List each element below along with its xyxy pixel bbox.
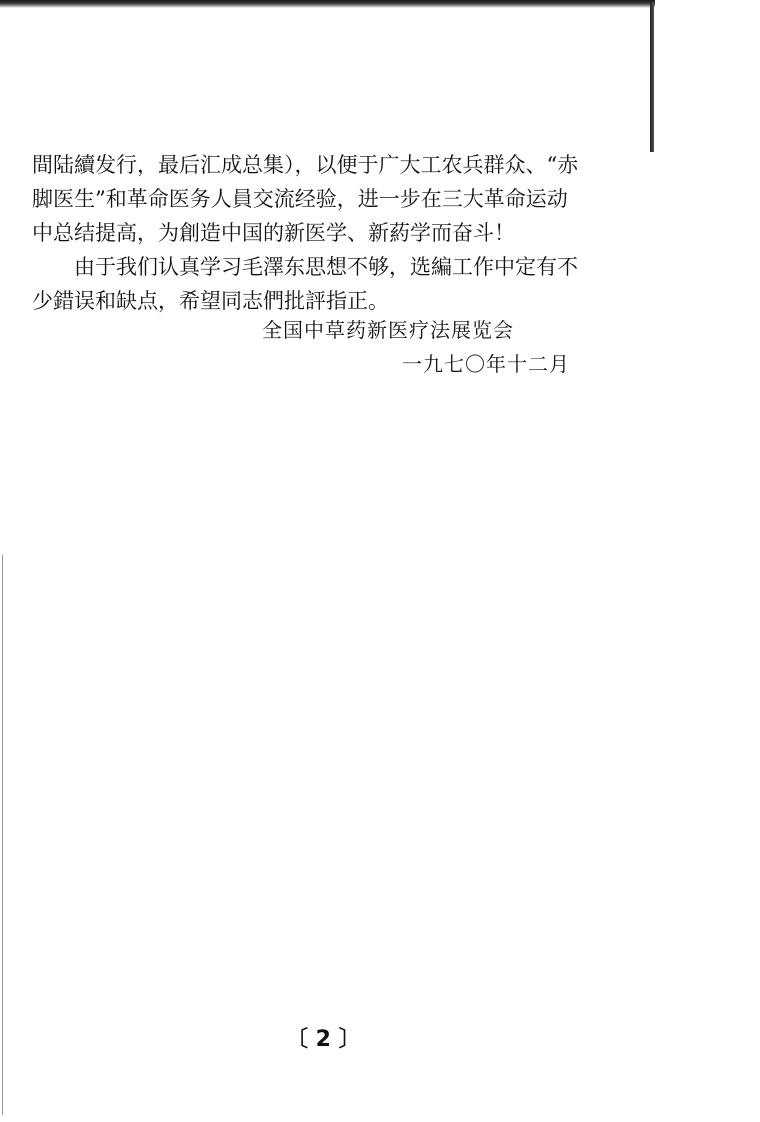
page-number: 〔 2 〕 (286, 1027, 361, 1052)
body-line: 間陆續发行，最后汇成总集），以便于广大工农兵群众、“赤 (32, 153, 579, 177)
body-text (32, 148, 612, 318)
top-border (0, 0, 655, 8)
signature-date: 一九七〇年十二月 (402, 352, 570, 376)
body-line: 少錯误和缺点，希望同志們批評指正。 (32, 289, 389, 313)
body-line: 由于我们认真学习毛澤东思想不够，选編工作中定有不 (74, 255, 578, 279)
signature-organization: 全国中草药新医疗法展览会 (262, 318, 514, 342)
right-edge-rule (650, 2, 654, 152)
body-line: 脚医生”和革命医务人員交流经验，进一步在三大革命运动 (32, 187, 568, 211)
left-edge-rule (2, 555, 3, 1115)
body-line: 中总结提高，为創造中国的新医学、新葯学而奋斗！ (32, 221, 515, 245)
